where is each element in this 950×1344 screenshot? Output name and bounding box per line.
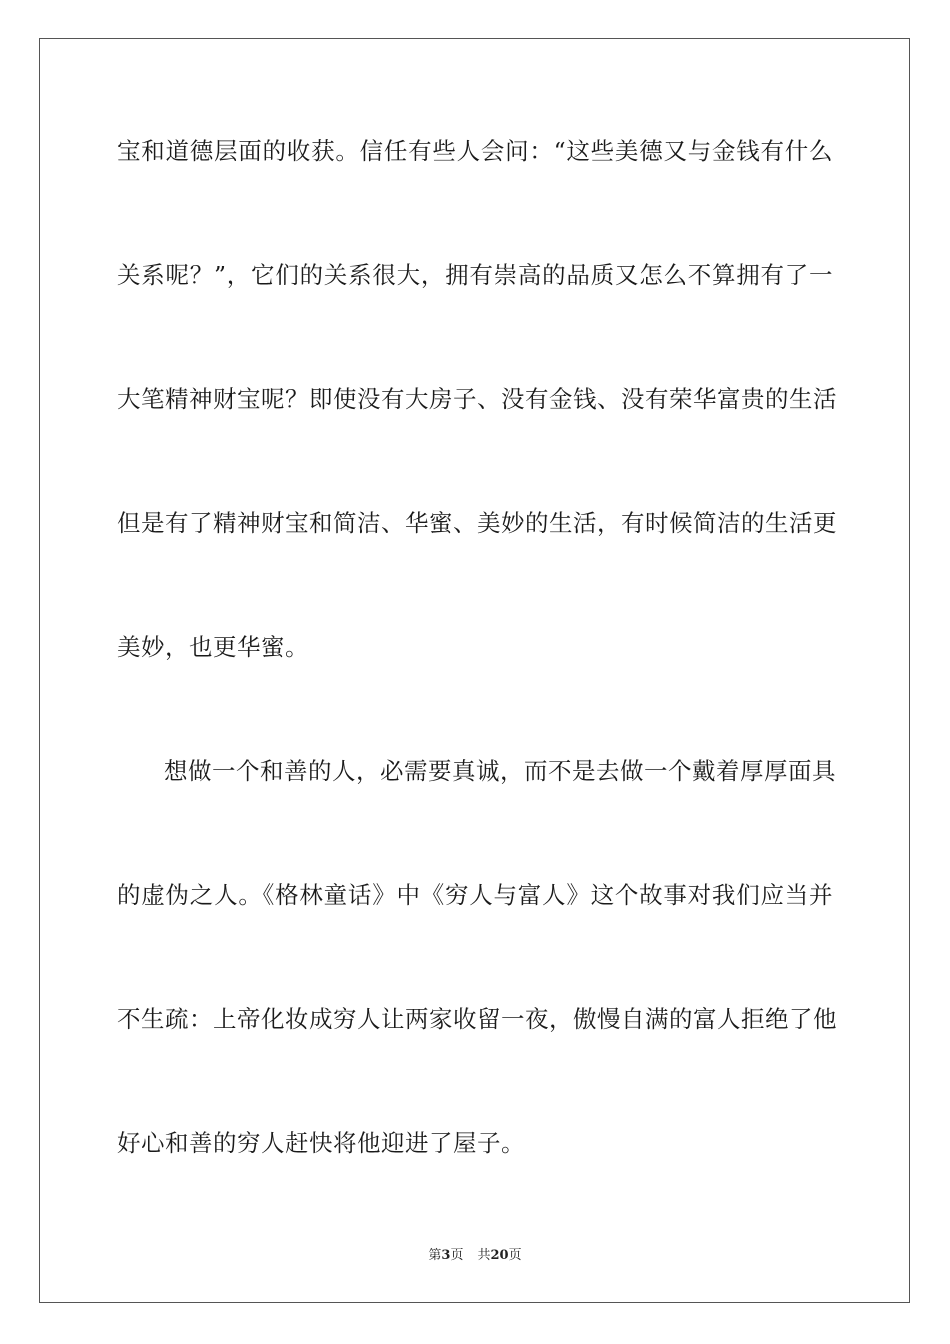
text-line-9: 好心和善的穷人赶快将他迎进了屋子。 [117, 1129, 525, 1157]
text-line-3: 大笔精神财宝呢？即使没有大房子、没有金钱、没有荣华富贵的生活 [117, 385, 837, 413]
total-suffix: 页 [508, 1248, 522, 1263]
text-line-1: 宝和道德层面的收获。信任有些人会问：“这些美德又与金钱有什么 [117, 137, 833, 165]
text-line-5: 美妙，也更华蜜。 [117, 633, 309, 661]
page-suffix: 页 [450, 1248, 464, 1263]
text-line-7: 的虚伪之人。《格林童话》中《穷人与富人》这个故事对我们应当并 [117, 881, 833, 909]
page-total: 20 [490, 1248, 509, 1263]
text-line-8: 不生疏：上帝化妆成穷人让两家收留一夜，傲慢自满的富人拒绝了他 [117, 1005, 837, 1033]
text-line-2: 关系呢？”，它们的关系很大，拥有崇高的品质又怎么不算拥有了一 [117, 261, 833, 289]
page-prefix: 第 [428, 1248, 442, 1263]
page-footer [0, 1247, 950, 1265]
total-prefix: 共 [477, 1248, 491, 1263]
page-current: 3 [441, 1248, 451, 1263]
text-line-4: 但是有了精神财宝和简洁、华蜜、美妙的生活，有时候简洁的生活更 [117, 509, 837, 537]
text-line-6: 想做一个和善的人，必需要真诚，而不是去做一个戴着厚厚面具 [164, 757, 836, 785]
page-border [39, 38, 910, 1303]
